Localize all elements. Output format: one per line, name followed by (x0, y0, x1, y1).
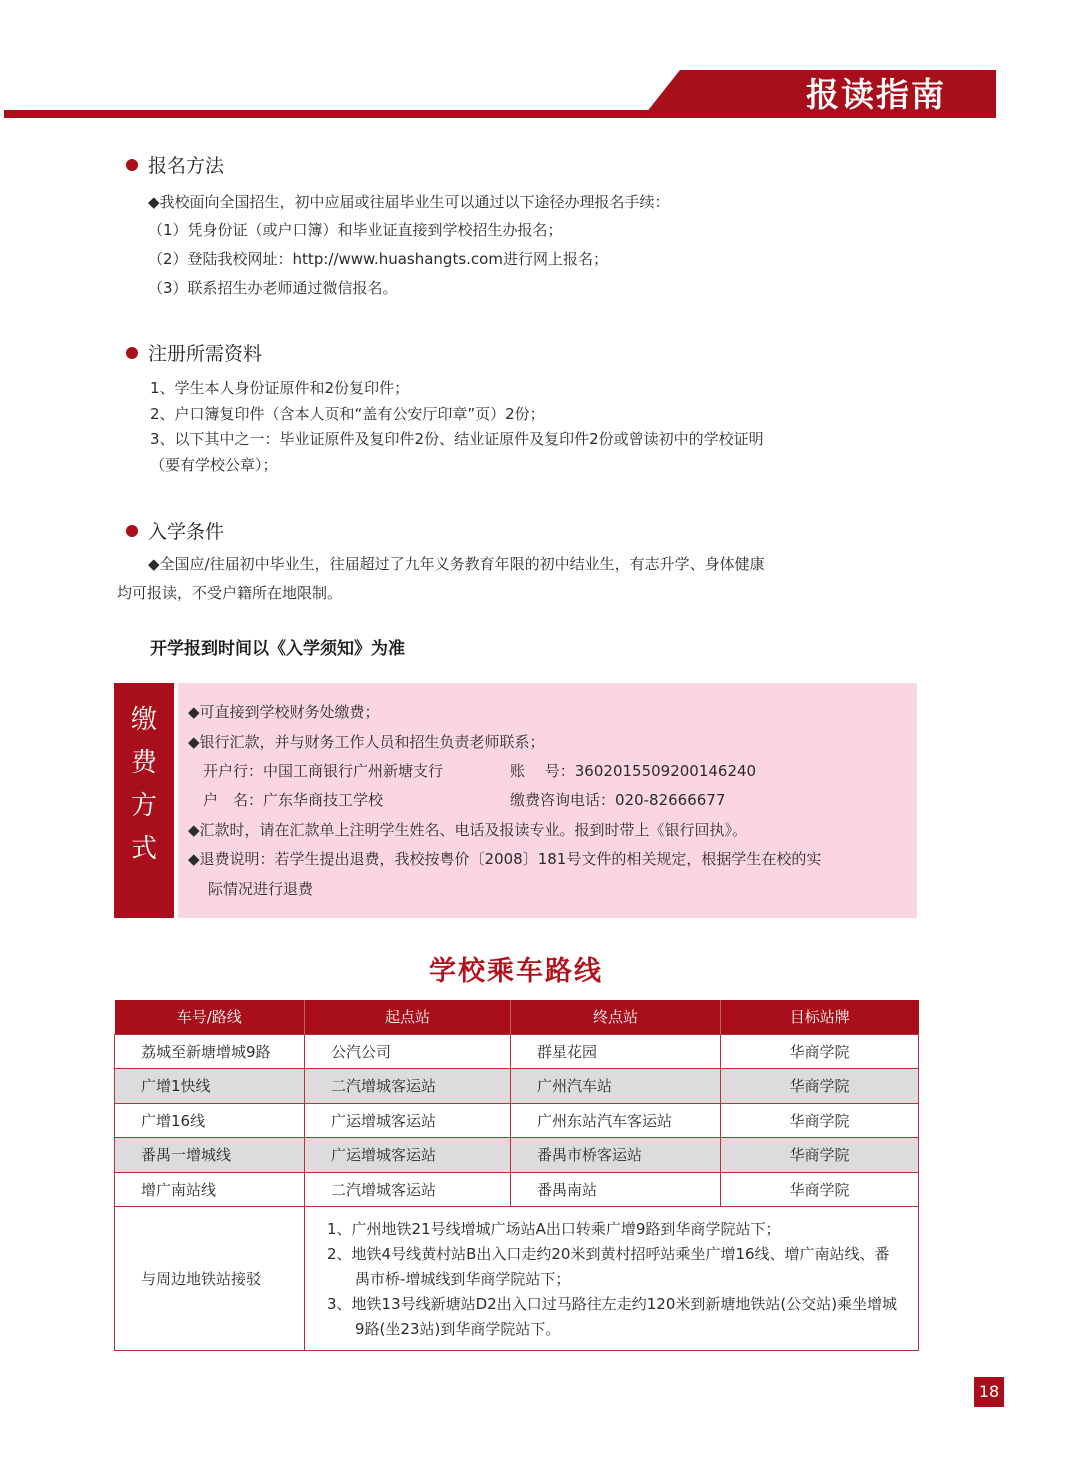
routes-title: 学校乘车路线 (429, 956, 603, 987)
metro-item: 2、地铁4号线黄村站B出入口走约20米到黄村招呼站乘坐广增16线、增广南站线、番禺市桥-增城线到华商学院站下； (327, 1245, 890, 1288)
metro-label: 与周边地铁站接驳 (115, 1207, 305, 1351)
payment-line: ◆可直接到学校财务处缴费； (188, 703, 380, 721)
side-char: 式 (130, 834, 157, 864)
end-cell: 广州汽车站 (511, 1069, 721, 1104)
registration-line: （1）凭身份证（或户口簿）和毕业证直接到学校招生办报名； (148, 221, 563, 239)
column-header: 目标站牌 (721, 1000, 919, 1034)
account-holder: 户 名：广东华商技工学校 (203, 791, 384, 809)
page-number: 18 (974, 1377, 1004, 1407)
page-title: 报读指南 (806, 75, 946, 114)
route-cell: 增广南站线 (115, 1172, 305, 1207)
route-cell: 荔城至新塘增城9路 (115, 1034, 305, 1069)
section-registration-title: 报名方法 (126, 154, 224, 178)
start-cell: 公汽公司 (305, 1034, 511, 1069)
stop-cell: 华商学院 (721, 1069, 919, 1104)
payment-side-label (114, 683, 174, 918)
end-cell: 群星花园 (511, 1034, 721, 1069)
payment-info-box (178, 683, 917, 918)
route-cell: 番禺一增城线 (115, 1138, 305, 1173)
registration-line: （3）联系招生办老师通过微信报名。 (148, 279, 398, 297)
table-row (115, 1138, 919, 1173)
payment-phone: 缴费咨询电话：020-82666677 (510, 791, 726, 809)
table-header-row (115, 1000, 919, 1034)
payment-line: ◆汇款时，请在汇款单上注明学生姓名、电话及报读专业。报到时带上《银行回执》。 (188, 821, 748, 839)
bullet-dot-icon (126, 159, 138, 171)
bullet-dot-icon (126, 525, 138, 537)
bank-name: 开户行：中国工商银行广州新塘支行 (203, 762, 444, 780)
end-cell: 番禺南站 (511, 1172, 721, 1207)
metro-item: 3、地铁13号线新塘站D2出入口过马路往左走约120米到新塘地铁站(公交站)乘坐增城9路(坐23站)到华商学院站下。 (327, 1295, 898, 1338)
section-documents-title: 注册所需资料 (126, 342, 262, 366)
documents-line: 3、以下其中之一：毕业证原件及复印件2份、结业证原件及复印件2份或曾读初中的学校证明 (150, 430, 764, 448)
end-cell: 广州东站汽车客运站 (511, 1103, 721, 1138)
admission-line: ◆全国应/往届初中毕业生，往届超过了九年义务教育年限的初中结业生，有志升学、身体健康 (148, 555, 765, 573)
payment-line: ◆银行汇款，并与财务工作人员和招生负责老师联系； (188, 733, 545, 751)
metro-instructions (305, 1207, 919, 1351)
refund-line: ◆退费说明：若学生提出退费，我校按粤价〔2008〕181号文件的相关规定，根据学生在校的实 (188, 850, 822, 868)
route-cell: 广增1快线 (115, 1069, 305, 1104)
admission-line: 均可报读，不受户籍所在地限制。 (117, 584, 343, 602)
stop-cell: 华商学院 (721, 1103, 919, 1138)
route-cell: 广增16线 (115, 1103, 305, 1138)
column-header: 车号/路线 (115, 1000, 305, 1034)
stop-cell: 华商学院 (721, 1034, 919, 1069)
documents-line: （要有学校公章）； (150, 456, 278, 474)
documents-line: 2、户口簿复印件（含本人页和“盖有公安厅印章”页）2份； (150, 405, 545, 423)
bank-account: 账 号：3602015509200146240 (510, 762, 757, 780)
table-row (115, 1034, 919, 1069)
bullet-dot-icon (126, 347, 138, 359)
table-row (115, 1172, 919, 1207)
header-rule (4, 110, 664, 118)
table-row (115, 1069, 919, 1104)
start-cell: 广运增城客运站 (305, 1138, 511, 1173)
start-cell: 二汽增城客运站 (305, 1172, 511, 1207)
table-row (115, 1103, 919, 1138)
routes-table (114, 1000, 919, 1351)
side-char: 费 (130, 748, 157, 778)
section-admission-title: 入学条件 (126, 520, 224, 544)
column-header: 终点站 (511, 1000, 721, 1034)
registration-line: ◆我校面向全国招生，初中应届或往届毕业生可以通过以下途径办理报名手续： (148, 193, 670, 211)
column-header: 起点站 (305, 1000, 511, 1034)
start-cell: 二汽增城客运站 (305, 1069, 511, 1104)
documents-line: 1、学生本人身份证原件和2份复印件； (150, 379, 410, 397)
end-cell: 番禺市桥客运站 (511, 1138, 721, 1173)
stop-cell: 华商学院 (721, 1138, 919, 1173)
stop-cell: 华商学院 (721, 1172, 919, 1207)
side-char: 方 (130, 791, 157, 821)
side-char: 缴 (130, 705, 157, 735)
start-cell: 广运增城客运站 (305, 1103, 511, 1138)
enrollment-notice: 开学报到时间以《入学须知》为准 (150, 639, 405, 659)
metro-row (115, 1207, 919, 1351)
metro-item: 1、广州地铁21号线增城广场站A出口转乘广增9路到华商学院站下； (327, 1220, 781, 1238)
registration-line: （2）登陆我校网址：http://www.huashangts.com进行网上报名； (148, 250, 608, 268)
refund-line: 际情况进行退费 (208, 880, 314, 898)
